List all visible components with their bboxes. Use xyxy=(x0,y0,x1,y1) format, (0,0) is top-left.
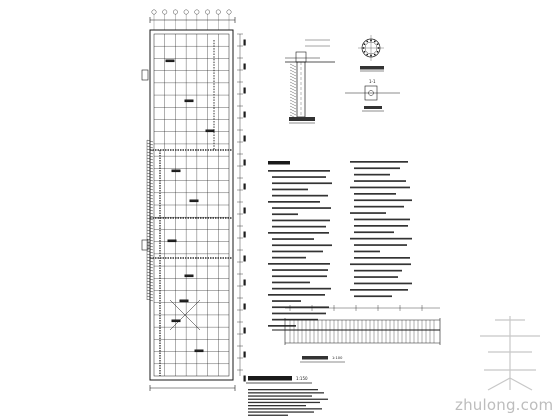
pile-section xyxy=(285,40,335,123)
plan-text-label xyxy=(190,200,198,202)
notes-left-line xyxy=(272,288,331,290)
pile-section-cap xyxy=(296,52,306,62)
pile-hatch-line xyxy=(290,70,296,73)
notes-left-line xyxy=(272,226,326,228)
notes-left-line xyxy=(272,189,308,191)
plan-internal-labels xyxy=(166,60,214,352)
pile-hatch-line xyxy=(290,94,296,97)
plan-axis-bubble xyxy=(205,10,209,14)
joint-rebar-dot xyxy=(374,41,376,43)
notes-left-column xyxy=(268,170,332,327)
pile-hatch-line xyxy=(290,112,296,115)
plan-bottom-dimension-line xyxy=(150,385,235,391)
joint-rebar-dot xyxy=(374,54,376,56)
pile-hatch-line xyxy=(290,64,296,67)
notes-left-line xyxy=(272,207,331,209)
plan-right-dim-text xyxy=(244,40,245,45)
notes-left-line xyxy=(268,170,330,172)
notes-right-line xyxy=(354,199,412,201)
pile-hatch-line xyxy=(290,106,296,109)
notes-right-line xyxy=(350,263,411,265)
plan-right-dimension-ticks xyxy=(237,34,245,381)
plan-title-subnote-line xyxy=(248,402,320,403)
plan-axis-bubble xyxy=(216,10,220,14)
pile-hatch-line xyxy=(290,88,296,91)
long-section-title-text xyxy=(302,356,328,360)
plan-right-dim-text xyxy=(244,64,245,69)
plan-right-dim-text xyxy=(244,328,245,333)
long-section-scale: 1:100 xyxy=(332,356,343,360)
notes-left-line xyxy=(272,238,314,240)
plan-marker-upper xyxy=(142,70,148,80)
notes-right-line xyxy=(354,283,412,285)
plan-right-dim-text xyxy=(244,256,245,261)
plan-right-dim-text xyxy=(244,160,245,165)
notes-left-title xyxy=(268,161,290,165)
plan-axis-bubble xyxy=(195,10,199,14)
plan-title-subnote-line xyxy=(248,415,288,416)
plan-title-block xyxy=(246,376,328,416)
plan-text-label xyxy=(172,170,180,172)
plan-right-dim-text xyxy=(244,88,245,93)
joint-detail-section-caption xyxy=(364,106,382,109)
plan-title-subnote-line xyxy=(248,399,328,400)
pile-hatch-line xyxy=(290,82,296,85)
excavation-support-plan xyxy=(142,10,245,391)
pile-hatch-line xyxy=(290,100,296,103)
plan-right-dim-text xyxy=(244,232,245,237)
plan-title-subnote-line xyxy=(248,392,324,393)
notes-right-line xyxy=(350,212,386,214)
notes-left-line xyxy=(268,325,296,327)
plan-right-dim-text xyxy=(244,352,245,357)
notes-right-line xyxy=(350,289,408,291)
pile-hatch-line xyxy=(290,103,296,106)
plan-grid xyxy=(154,34,229,376)
notes-right-line xyxy=(354,193,396,195)
pile-hatch-line xyxy=(290,79,296,82)
notes-left-line xyxy=(268,263,330,265)
watermark-logo-mark xyxy=(480,316,540,390)
plan-axis-bubble xyxy=(163,10,167,14)
joint-rebar-dot xyxy=(377,43,379,45)
plan-title-subnotes xyxy=(248,389,328,416)
plan-title-scale: 1:150 xyxy=(296,376,308,381)
plan-text-label xyxy=(185,275,193,277)
joint-detail-title-text xyxy=(360,66,384,70)
plan-pile-rows xyxy=(150,40,233,376)
joint-detail-section-mark: 1-1 xyxy=(369,79,376,84)
plan-title-subnote-line xyxy=(248,395,312,396)
notes-left-line xyxy=(272,269,328,271)
pile-section-title-text xyxy=(289,117,315,121)
pile-hatch-line xyxy=(290,85,296,88)
joint-rebar-dot xyxy=(366,54,368,56)
plan-axis-bubble xyxy=(227,10,231,14)
watermark-logo xyxy=(480,316,540,390)
notes-right-line xyxy=(354,295,392,297)
joint-rebar-dot xyxy=(364,43,366,45)
plan-text-label xyxy=(180,300,188,302)
notes-left-line xyxy=(272,282,310,284)
notes-left-line xyxy=(272,275,327,277)
notes-left-line xyxy=(272,251,323,253)
plan-axis-bubble xyxy=(152,10,156,14)
plan-text-label xyxy=(168,240,176,242)
pile-section-soil-hatch xyxy=(290,64,296,118)
notes-left-line xyxy=(268,201,320,203)
plan-axis-bubble xyxy=(173,10,177,14)
notes-left-line xyxy=(272,213,298,215)
notes-left-line xyxy=(272,300,301,302)
notes-left-line xyxy=(272,313,326,315)
notes-left-line xyxy=(268,294,325,296)
general-notes xyxy=(268,161,412,327)
watermark-url: zhulong.com xyxy=(455,396,554,414)
joint-rebar-dot xyxy=(364,51,366,53)
notes-left-line xyxy=(268,232,329,234)
notes-right-line xyxy=(354,244,407,246)
notes-left-line xyxy=(272,220,330,222)
pile-hatch-line xyxy=(290,91,296,94)
plan-right-dim-text xyxy=(244,280,245,285)
notes-left-line xyxy=(272,176,326,178)
notes-right-line xyxy=(354,276,398,278)
plan-text-label xyxy=(206,130,214,132)
joint-rebar-dot xyxy=(377,51,379,53)
joint-detail xyxy=(345,35,400,111)
pile-hatch-line xyxy=(290,109,296,112)
notes-right-line xyxy=(354,225,408,227)
notes-left-line xyxy=(272,182,332,184)
notes-right-line xyxy=(354,219,410,221)
plan-text-label xyxy=(185,100,193,102)
notes-left-line xyxy=(272,244,332,246)
plan-title-subnote-line xyxy=(248,405,306,406)
notes-right-line xyxy=(350,187,410,189)
notes-right-line xyxy=(354,206,404,208)
plan-title-text xyxy=(248,376,292,381)
notes-right-line xyxy=(354,231,394,233)
notes-right-line xyxy=(354,174,390,176)
pile-hatch-line xyxy=(290,67,296,70)
plan-right-dim-text xyxy=(244,208,245,213)
plan-title-subnote-line xyxy=(248,408,322,409)
plan-title-subnote-line xyxy=(248,411,314,412)
plan-axis-bubble xyxy=(184,10,188,14)
notes-right-line xyxy=(354,270,402,272)
notes-left-line xyxy=(272,195,328,197)
long-section-piles xyxy=(290,305,434,343)
plan-text-label xyxy=(166,60,174,62)
plan-right-dim-text xyxy=(244,136,245,141)
pile-hatch-line xyxy=(290,73,296,76)
notes-right-line xyxy=(354,251,380,253)
notes-right-column xyxy=(350,161,412,297)
pile-hatch-line xyxy=(290,97,296,100)
plan-top-dimension-line xyxy=(150,17,235,23)
notes-right-line xyxy=(354,180,406,182)
plan-title-subnote-line xyxy=(248,389,318,390)
notes-right-line xyxy=(350,161,408,163)
notes-right-line xyxy=(350,238,412,240)
notes-right-line xyxy=(354,257,410,259)
plan-text-label xyxy=(195,350,203,352)
joint-rebar-dot xyxy=(366,41,368,43)
pile-hatch-line xyxy=(290,76,296,79)
plan-right-dim-text xyxy=(244,112,245,117)
plan-right-dim-text xyxy=(244,184,245,189)
notes-left-line xyxy=(272,257,306,259)
plan-right-dim-text xyxy=(244,304,245,309)
notes-right-line xyxy=(354,167,400,169)
plan-right-dim-text xyxy=(244,376,245,381)
